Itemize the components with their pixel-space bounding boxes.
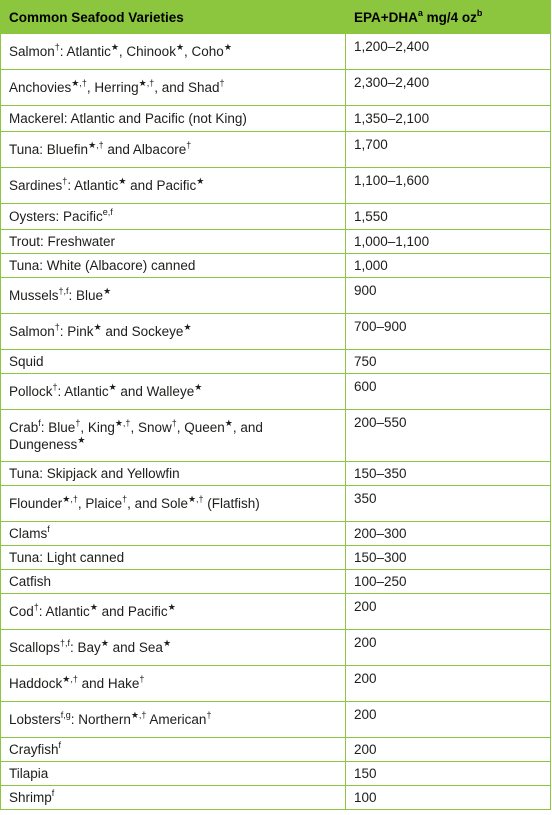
epa-dha-value-cell: 200 xyxy=(346,594,551,630)
footnote-b: b xyxy=(476,7,483,18)
table-row xyxy=(1,314,551,350)
epa-dha-value-cell: 200–550 xyxy=(346,410,551,462)
variety-cell: Anchovies★,†, Herring★,†, and Shad† xyxy=(1,70,346,106)
table-row xyxy=(1,34,551,70)
epa-dha-value-cell: 700–900 xyxy=(346,314,551,350)
epa-dha-value-cell: 1,000–1,100 xyxy=(346,230,551,254)
epa-dha-value-cell: 200 xyxy=(346,738,551,762)
epa-dha-value-cell: 750 xyxy=(346,350,551,374)
table-row xyxy=(1,702,551,738)
table-row xyxy=(1,106,551,132)
table-row xyxy=(1,522,551,546)
header-epa-dha-label: EPA+DHA xyxy=(354,9,418,25)
table-row xyxy=(1,204,551,230)
epa-dha-value-cell: 900 xyxy=(346,278,551,314)
variety-cell: Clams$^f$ xyxy=(1,522,346,546)
table-row xyxy=(1,786,551,810)
epa-dha-value-cell: 100–250 xyxy=(346,570,551,594)
variety-cell: Mackerel: Atlantic and Pacific (not King) xyxy=(1,106,346,132)
variety-cell: Catfish xyxy=(1,570,346,594)
epa-dha-value-cell: 200 xyxy=(346,630,551,666)
table-row xyxy=(1,374,551,410)
variety-cell: Tilapia xyxy=(1,762,346,786)
table-row xyxy=(1,70,551,106)
table-row xyxy=(1,738,551,762)
variety-cell: Tuna: Skipjack and Yellowfin xyxy=(1,462,346,486)
epa-dha-value-cell: 1,200–2,400 xyxy=(346,34,551,70)
header-unit: mg/4 oz xyxy=(422,9,477,25)
footnote-a: a xyxy=(417,7,423,18)
table-row xyxy=(1,762,551,786)
epa-dha-value-cell: 150 xyxy=(346,762,551,786)
variety-cell: Sardines†: Atlantic★ and Pacific★ xyxy=(1,168,346,204)
table-row xyxy=(1,254,551,278)
table-row xyxy=(1,278,551,314)
epa-dha-value-cell: 2,300–2,400 xyxy=(346,70,551,106)
table-header-row xyxy=(1,1,551,34)
variety-cell: Shrimp$^f$ xyxy=(1,786,346,810)
header-varieties xyxy=(1,1,346,34)
variety-cell: Oysters: Pacific$^{e,f}$ xyxy=(1,204,346,230)
table-row xyxy=(1,594,551,630)
table-row xyxy=(1,410,551,462)
table-row xyxy=(1,350,551,374)
variety-cell: Salmon†: Pink★ and Sockeye★ xyxy=(1,314,346,350)
epa-dha-value-cell: 200 xyxy=(346,666,551,702)
epa-dha-value-cell: 1,100–1,600 xyxy=(346,168,551,204)
table-row xyxy=(1,666,551,702)
epa-dha-value-cell: 200–300 xyxy=(346,522,551,546)
epa-dha-value-cell: 1,000 xyxy=(346,254,551,278)
header-epa-dha xyxy=(346,1,551,34)
table-row xyxy=(1,630,551,666)
variety-cell: Tuna: Light canned xyxy=(1,546,346,570)
epa-dha-value-cell: 150–300 xyxy=(346,546,551,570)
epa-dha-value-cell: 350 xyxy=(346,486,551,522)
variety-cell: Crab$^f$: Blue†, King★,†, Snow†, Queen★, and Dungeness★ xyxy=(1,410,346,462)
variety-cell: Haddock★,† and Hake† xyxy=(1,666,346,702)
table-row xyxy=(1,570,551,594)
variety-cell: Trout: Freshwater xyxy=(1,230,346,254)
epa-dha-value-cell: 100 xyxy=(346,786,551,810)
table-row xyxy=(1,486,551,522)
variety-cell: Mussels$^{\dagger,f}$: Blue★ xyxy=(1,278,346,314)
variety-cell: Salmon†: Atlantic★, Chinook★, Coho★ xyxy=(1,34,346,70)
variety-cell: Flounder★,†, Plaice†, and Sole★,† (Flatfish) xyxy=(1,486,346,522)
epa-dha-value-cell: 1,550 xyxy=(346,204,551,230)
epa-dha-value-cell: 1,700 xyxy=(346,132,551,168)
variety-cell: Crayfish$^f$ xyxy=(1,738,346,762)
epa-dha-value-cell: 600 xyxy=(346,374,551,410)
variety-cell: Squid xyxy=(1,350,346,374)
epa-dha-value-cell: 150–350 xyxy=(346,462,551,486)
header-varieties-label: Common Seafood Varieties xyxy=(9,9,184,25)
epa-dha-value-cell: 1,350–2,100 xyxy=(346,106,551,132)
table-row xyxy=(1,230,551,254)
variety-cell: Tuna: Bluefin★,† and Albacore† xyxy=(1,132,346,168)
variety-cell: Tuna: White (Albacore) canned xyxy=(1,254,346,278)
table-row xyxy=(1,462,551,486)
variety-cell: Cod†: Atlantic★ and Pacific★ xyxy=(1,594,346,630)
variety-cell: Pollock†: Atlantic★ and Walleye★ xyxy=(1,374,346,410)
table-row xyxy=(1,132,551,168)
variety-cell: Lobsters$^{f,g}$: Northern★,† American† xyxy=(1,702,346,738)
variety-cell: Scallops$^{\dagger,f}$: Bay★ and Sea★ xyxy=(1,630,346,666)
epa-dha-value-cell: 200 xyxy=(346,702,551,738)
table-row xyxy=(1,168,551,204)
table-row xyxy=(1,546,551,570)
table-body xyxy=(1,34,551,810)
